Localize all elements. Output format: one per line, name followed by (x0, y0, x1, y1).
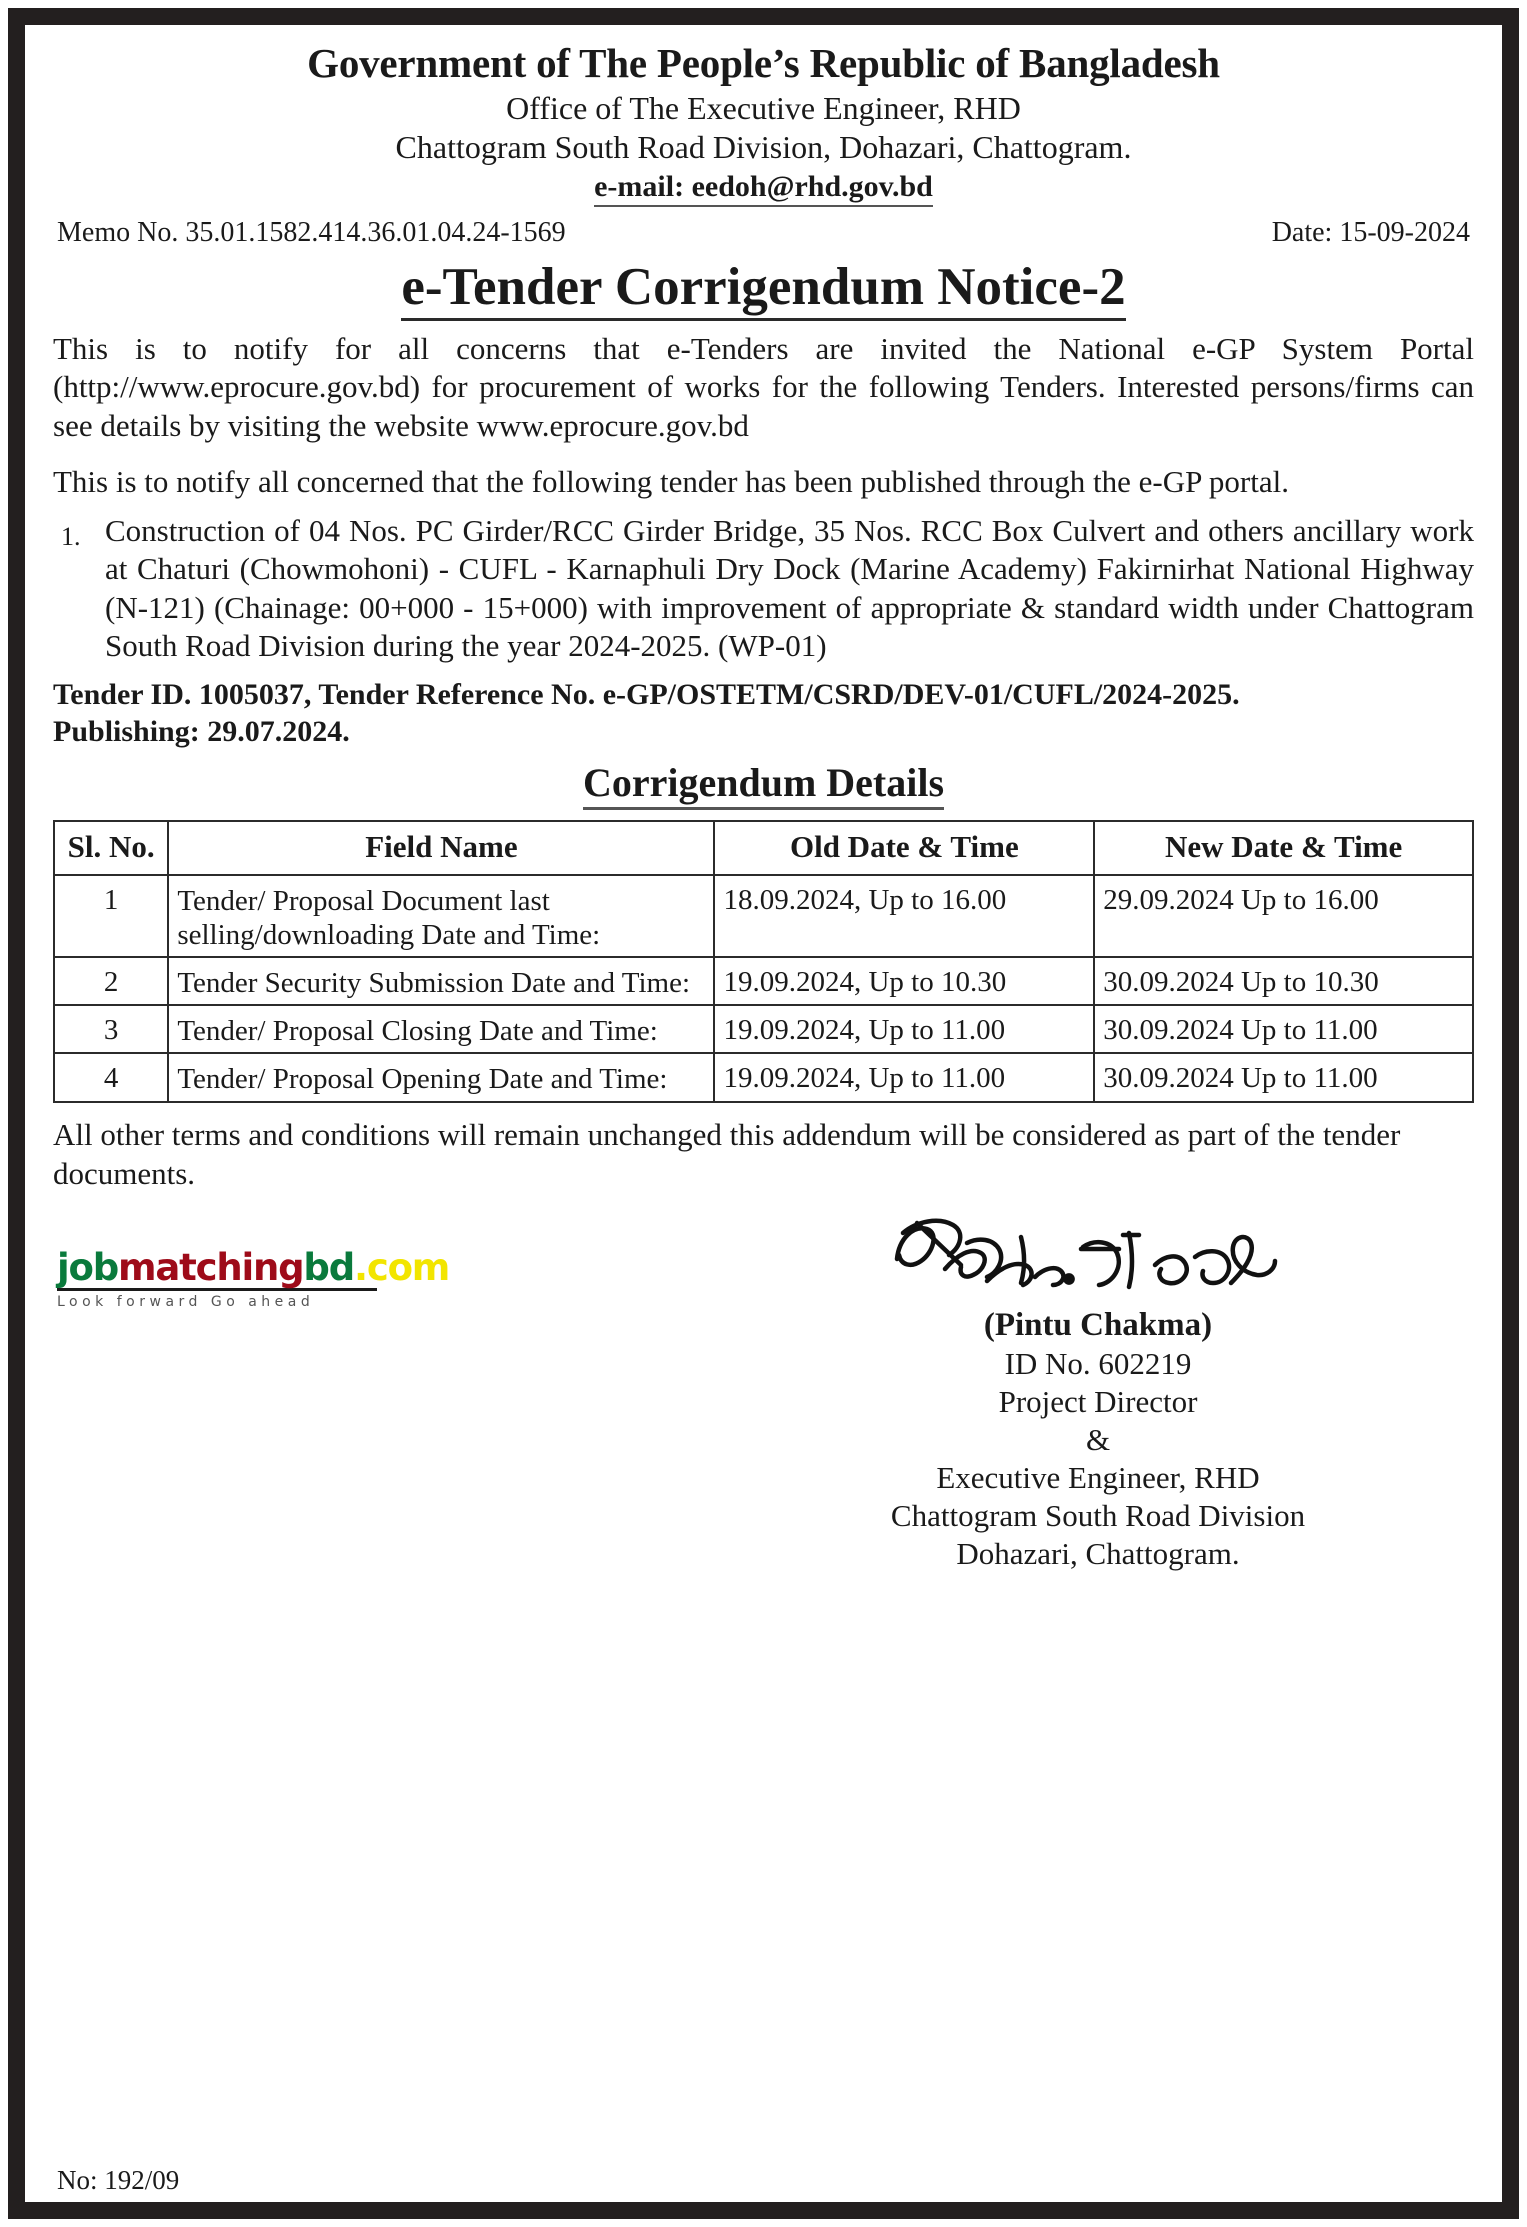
office-title: Office of The Executive Engineer, RHD (506, 89, 1021, 126)
jobmatchingbd-logo (57, 1245, 487, 1310)
logo-part-job: job (57, 1245, 118, 1289)
work-item-number: 1. (61, 521, 81, 551)
cell-new-date: 30.09.2024 Up to 11.00 (1094, 1005, 1473, 1053)
cell-field-name: Tender Security Submission Date and Time: (168, 957, 714, 1005)
corrigendum-details-heading: Corrigendum Details (583, 759, 944, 810)
document-content (31, 29, 1496, 2202)
table-row (54, 1053, 1473, 1101)
column-header-field-name: Field Name (168, 821, 714, 875)
notice-paragraph-1: This is to notify for all concerns that e-Tenders are invited the National e-GP System Portal (http://www.eprocure.gov.bd) for procurement of works for the following Tenders. Interested persons/firms can see details by visiting the website www.eprocure.gov.bd (53, 330, 1474, 443)
tender-publishing-line: Publishing: 29.07.2024. (53, 715, 350, 749)
corrigendum-table (53, 820, 1474, 1103)
logo-part-bd: bd (303, 1245, 354, 1289)
cell-new-date: 30.09.2024 Up to 11.00 (1094, 1053, 1473, 1101)
column-header-old-date: Old Date & Time (714, 821, 1094, 875)
cell-old-date: 18.09.2024, Up to 16.00 (714, 875, 1094, 957)
column-header-new-date: New Date & Time (1094, 821, 1473, 875)
cell-old-date: 19.09.2024, Up to 11.00 (714, 1005, 1094, 1053)
work-item-description: Construction of 04 Nos. PC Girder/RCC Girder Bridge, 35 Nos. RCC Box Culvert and others ancillary work at Chaturi (Chowmohoni) - CUFL - Karnaphuli Dry Dock (Marine Academy) Fakirnirhat National Highway (N-121) (Chainage: 00+000 - 15+000) with improvement of appropriate & standard width under Chattogram South Road Division during the year 2024-2025. (WP-01) (105, 512, 1474, 663)
memo-number: Memo No. 35.01.1582.414.36.01.04.24-1569 (57, 216, 566, 248)
cell-sl-no: 2 (54, 957, 168, 1005)
division-address: Chattogram South Road Division, Dohazari, Chattogram. (395, 129, 1132, 166)
signatory-designation-1: Project Director (998, 1383, 1198, 1419)
page-title: e-Tender Corrigendum Notice-2 (401, 259, 1125, 321)
notice-paragraph-2: This is to notify all concerned that the following tender has been published through the e-GP portal. (53, 464, 1289, 500)
cell-old-date: 19.09.2024, Up to 11.00 (714, 1053, 1094, 1101)
table-row (54, 957, 1473, 1005)
footer-serial-number: No: 192/09 (57, 2165, 180, 2195)
cell-new-date: 29.09.2024 Up to 16.00 (1094, 875, 1473, 957)
cell-sl-no: 3 (54, 1005, 168, 1053)
logo-tagline: Look forward Go ahead (57, 1293, 315, 1310)
document-outer-border (8, 8, 1519, 2219)
logo-part-matching: matching (118, 1245, 304, 1289)
signatory-designation-2: Executive Engineer, RHD (936, 1459, 1260, 1495)
footer-area (53, 1203, 1474, 1571)
logo-part-com: .com (353, 1245, 450, 1289)
handwritten-signature-icon (883, 1203, 1313, 1313)
table-row (54, 1005, 1473, 1053)
signatory-office-1: Chattogram South Road Division (890, 1497, 1306, 1533)
cell-old-date: 19.09.2024, Up to 10.30 (714, 957, 1094, 1005)
work-item-row (53, 512, 1474, 666)
cell-sl-no: 4 (54, 1053, 168, 1101)
memo-row (53, 217, 1474, 249)
notice-title-wrapper (53, 259, 1474, 321)
cell-field-name: Tender/ Proposal Opening Date and Time: (168, 1053, 714, 1101)
logo-wordmark (57, 1245, 487, 1289)
table-header-row (54, 821, 1473, 875)
table-row (54, 875, 1473, 957)
cell-sl-no: 1 (54, 875, 168, 957)
signatory-name: (Pintu Chakma) (983, 1306, 1213, 1343)
memo-date: Date: 15-09-2024 (1271, 216, 1470, 248)
letterhead (53, 41, 1474, 207)
cell-field-name: Tender/ Proposal Closing Date and Time: (168, 1005, 714, 1053)
signatory-id: ID No. 602219 (1004, 1345, 1192, 1381)
cell-new-date: 30.09.2024 Up to 10.30 (1094, 957, 1473, 1005)
signature-block (748, 1203, 1448, 1572)
column-header-sl-no: Sl. No. (54, 821, 168, 875)
tender-reference-block (53, 677, 1474, 750)
signatory-office-2: Dohazari, Chattogram. (956, 1535, 1240, 1571)
email-address: e-mail: eedoh@rhd.gov.bd (594, 170, 933, 207)
email-wrapper (53, 170, 1474, 207)
details-heading-wrapper (53, 759, 1474, 810)
signatory-ampersand: & (1085, 1421, 1111, 1457)
closing-paragraph: All other terms and conditions will remain unchanged this addendum will be considered as part of the tender documents. (53, 1116, 1401, 1191)
government-title: Government of The People’s Republic of Bangladesh (307, 40, 1220, 86)
tender-id-line: Tender ID. 1005037, Tender Reference No. e-GP/OSTETM/CSRD/DEV-01/CUFL/2024-2025. (53, 678, 1240, 712)
cell-field-name: Tender/ Proposal Document last selling/downloading Date and Time: (168, 875, 714, 957)
